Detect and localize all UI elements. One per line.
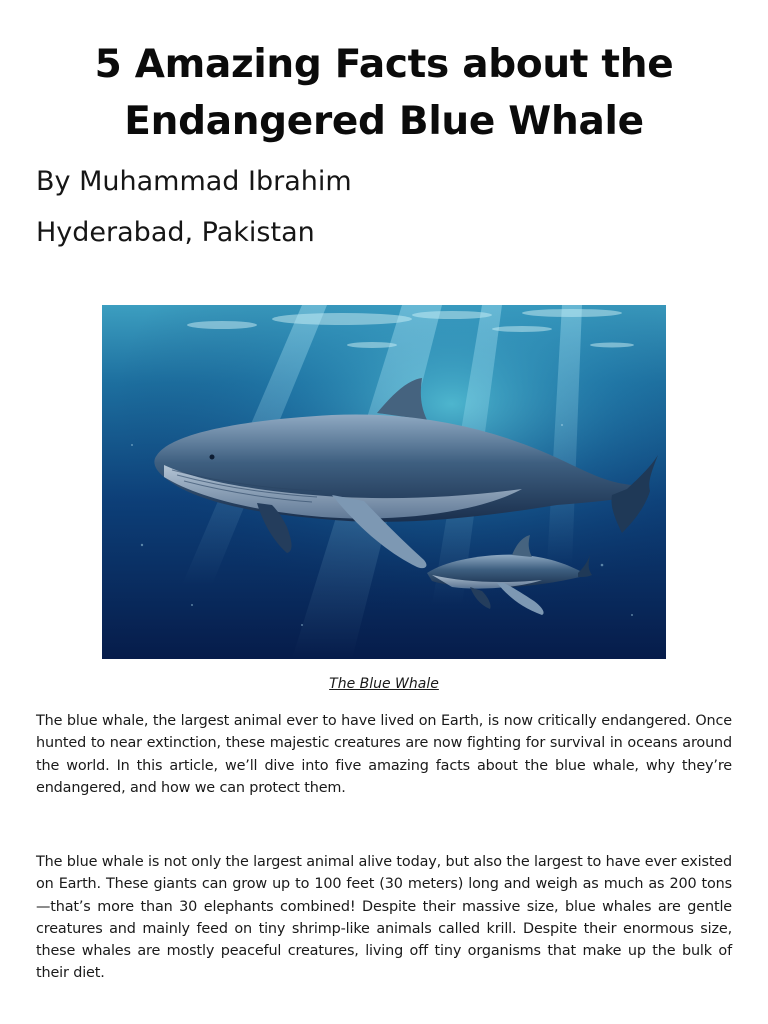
- intro-paragraph: The blue whale, the largest animal ever to have lived on Earth, is now critically endangered. Once hunted to near extinction, these majestic creatures are now fighting for survival in oceans around the world. In this article, we’ll dive into five amazing facts about the blue whale, why they’re endangered, and how we can protect them.: [36, 713, 732, 796]
- whale-illustration: [102, 305, 666, 659]
- author-byline: By Muhammad Ibrahim: [36, 166, 352, 197]
- blue-whale-image: [102, 305, 666, 659]
- fact-paragraph: The blue whale is not only the largest animal alive today, but also the largest to have ever existed on Earth. These giants can grow up to 100 feet (30 meters) long and weigh as much as 200 tons—that’s more than 30 elephants combined! Despite their massive size, blue whales are gentle creatures and mainly feed on tiny shrimp-like animals called krill. Despite their enormous size, these whales are mostly peaceful creatures, living off tiny organisms that make up the bulk of their diet.: [36, 854, 732, 982]
- image-caption-text: The Blue Whale: [329, 676, 439, 692]
- author-location: Hyderabad, Pakistan: [36, 217, 315, 248]
- article-title: 5 Amazing Facts about the Endangered Blue Whale: [94, 42, 674, 144]
- image-caption: [0, 674, 768, 694]
